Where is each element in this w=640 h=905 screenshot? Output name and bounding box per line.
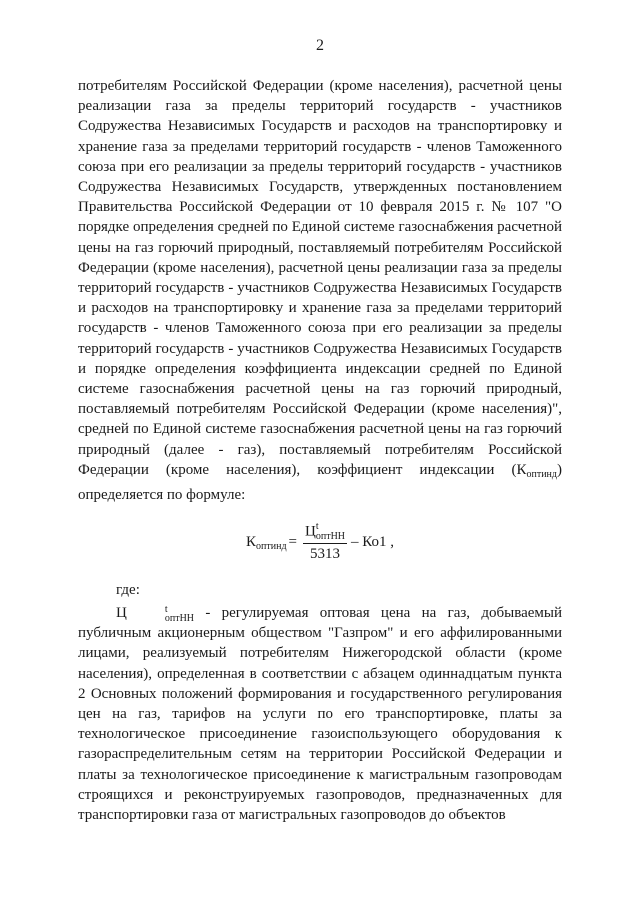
paragraph-text: потребителям Российской Федерации (кроме населения), расчетной цены реализации газа за пределы территорий государств - участников Содружества Независимых Государств и расходов на транспортировку и хранение газа за пределами территорий государств - членов Таможенного союза при его реализации за пределы территорий государств - участников Содружества Независимых Государств, утвержденных постановлением Правительства Российской Федерации от 10 февраля 2015 г. № 107 "О порядке определения средней по Единой системе газоснабжения расчетной цены на газ горючий природный, поставляемый потребителям Российской Федерации (кроме населения), расчетной цены реализации газа за пределы территорий государств - участников Содружества Независимых Государств и расходов на транспортировку и хранение газа за пределами территорий государств - членов Таможенного союза при его реализации за пределы территорий государств - участников Содружества Независимых Государств и порядке определения коэффициента индексации средней по Единой системе газоснабжения расчетной цены на газ горючий природный, поставляемый потребителям Российской Федерации (кроме населения)", средней по Единой системе газоснабжения расчетной цены на газ горючий природный (далее - газ), поставляемый потребителям Российской Федерации (кроме населения), коэффициент индексации (К: [78, 78, 562, 478]
formula-denominator: 5313: [310, 546, 340, 562]
definition-text: - регулируемая оптовая цена на газ, добываемый публичным акционерным обществом "Газпром" и его аффилированными лицами, реализуемый потребителям Нижегородской области (кроме населения), определенная в соответствии с абзацем одиннадцатым пункта 2 Основных положений формирования и государственного регулирования цен на газ, тарифов на услуги по его транспортировке, платы за технологическое присоединение газоиспользующего оборудования к газораспределительным сетям на территории Российской Федерации и платы за технологическое присоединение к магистральным газопроводам строящихся и реконструируемых газопроводов, предназначенных для транспортировки газа от магистральных газопроводов до объектов: [78, 605, 562, 824]
formula-fraction: [303, 522, 347, 563]
formula-lhs: [246, 534, 287, 552]
formula-lhs-subscript: оптинд: [256, 540, 287, 552]
numerator-superscript: t: [315, 521, 319, 532]
formula-equals: =: [288, 534, 297, 550]
formula-minus-term: – Ко1 ,: [351, 534, 395, 550]
definition-subscript: оптНН: [164, 612, 195, 624]
definition-superscript: t: [164, 603, 168, 615]
definition-symbol: Ц: [116, 605, 127, 621]
where-label: где:: [116, 582, 140, 598]
formula-numerator: [303, 522, 347, 544]
formula-lhs-symbol: К: [246, 533, 257, 550]
numerator-subscript: оптНН: [315, 531, 346, 542]
page-number: 2: [316, 37, 324, 54]
numerator-symbol: Ц: [305, 523, 316, 540]
paragraph-tail: ) определяется по формуле:: [78, 461, 562, 504]
indexation-formula: [246, 522, 394, 563]
definition-paragraph: [78, 603, 562, 825]
body-paragraph: [78, 76, 562, 505]
coefficient-subscript: оптинд: [526, 468, 557, 480]
